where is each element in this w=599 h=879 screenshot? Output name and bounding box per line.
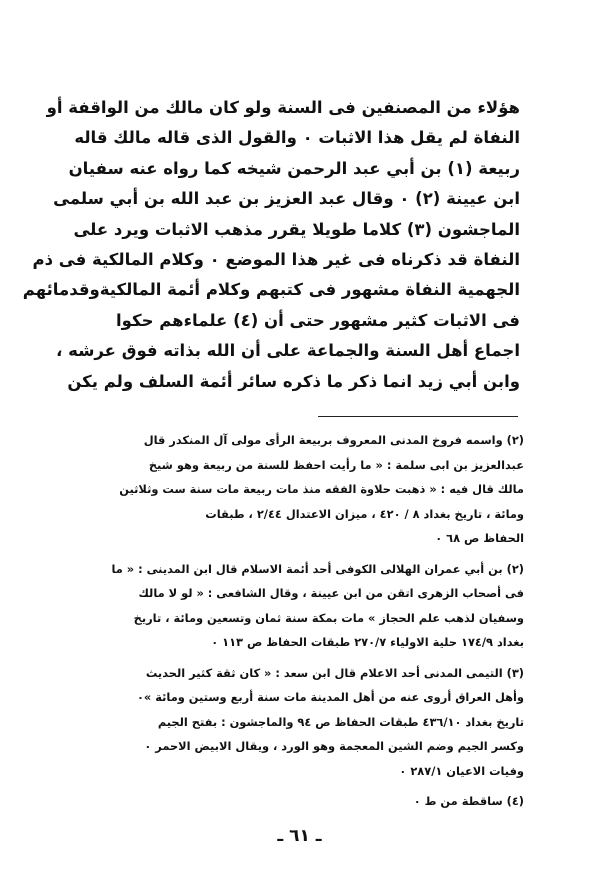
page-number: ـ ٦١ ـ [277, 826, 322, 846]
footnote-line: فى أصحاب الزهرى اتقن من ابن عيينة ، وقال الشافعى : « لو لا مالك [138, 586, 524, 600]
body-line: ربيعة (١) بن أبي عبد الرحمن شيخه كما رواه عنه سفيان [68, 158, 520, 178]
body-line: فى الاثبات كثير مشهور حتى أن (٤) علماءهم حكوا [116, 310, 520, 330]
footnote-line: وأهل العراق أروى عنه من أهل المدينة مات سنة أربع وستين ومائة »٠ [136, 690, 524, 704]
footnote-line: (٣) التيمى المدنى أحد الاعلام قال ابن سعد : « كان ثقة كثير الحديث [145, 665, 524, 680]
footnote-line: الحفاظ ص ٦٨ ٠ [435, 531, 524, 545]
footnote-line: (٤) ساقطة من ط ٠ [413, 794, 524, 808]
footnote-line: وسفيان لذهب علم الحجاز » مات بمكة سنة ثمان وتسعين ومائة ، تاريخ [133, 610, 524, 625]
body-text [22, 93, 520, 397]
footnote-line: (٢) بن أبي عمران الهلالى الكوفى أحد أئمة الاسلام قال ابن المدينى : « ما [111, 561, 524, 576]
footnote-line: عبدالعزيز بن ابى سلمة : « ما رأيت احفظ للسنة من ربيعة وهو شيخ [148, 457, 524, 472]
footnote-line: بغداد ١٧٤/٩ حلية الاولياء ٢٧٠/٧ طبقات الحفاظ ص ١١٣ ٠ [211, 635, 524, 649]
body-line: النفاة قد ذكرناه فى غير هذا الموضع ٠ وكلام المالكية فى ذم [32, 250, 520, 270]
footnote-line: (٢) واسمه فروخ المدنى المعروف بربيعة الرأى مولى آل المنكدر قال [143, 433, 524, 447]
footnote-line: وكسر الجيم وضم الشين المعجمة وهو الورد ، ويقال الابيض الاحمر ٠ [144, 739, 524, 753]
footnote-separator [318, 416, 518, 417]
body-line: النفاة لم يقل هذا الاثبات ٠ والقول الذى قاله مالك قاله [74, 128, 520, 148]
body-line: الماجشون (٣) كلاما طويلا يقرر مذهب الاثبات ويرد على [73, 219, 520, 239]
body-line: ابن عيينة (٢) ٠ وقال عبد العزيز بن عبد الله بن أبي سلمى [53, 189, 520, 209]
body-line: وابن أبي زيد انما ذكر ما ذكره سائر أئمة السلف ولم يكن [67, 371, 520, 391]
footnotes [80, 428, 524, 820]
footnote-1 [80, 428, 524, 551]
footnote-line: ومائة ، تاريخ بغداد ٨ / ٤٢٠ ، ميزان الاعتدال ٢/٤٤ ، طبقات [205, 506, 524, 521]
footnote-4 [80, 789, 524, 814]
body-line: الجهمية النفاة مشهور فى كتبهم وكلام أئمة المالكيةوقدمائهم [22, 280, 520, 300]
footnote-line: تاريخ بغداد ٤٣٦/١٠ طبقات الحفاظ ص ٩٤ والماجشون : بفتح الجيم [157, 714, 524, 729]
footnote-2 [80, 557, 524, 655]
body-line: هؤلاء من المصنفين فى السنة ولو كان مالك من الواقفة أو [46, 98, 520, 117]
footnote-line: مالك قال فيه : « ذهبت حلاوة الفقه منذ مات ربيعة مات سنة ست وثلاثين [119, 482, 524, 496]
footnote-3 [80, 661, 524, 784]
footnote-line: وفيات الاعيان ٢٨٧/١ ٠ [399, 763, 524, 778]
body-line: اجماع أهل السنة والجماعة على أن الله بذاته فوق عرشه ، [56, 341, 520, 361]
